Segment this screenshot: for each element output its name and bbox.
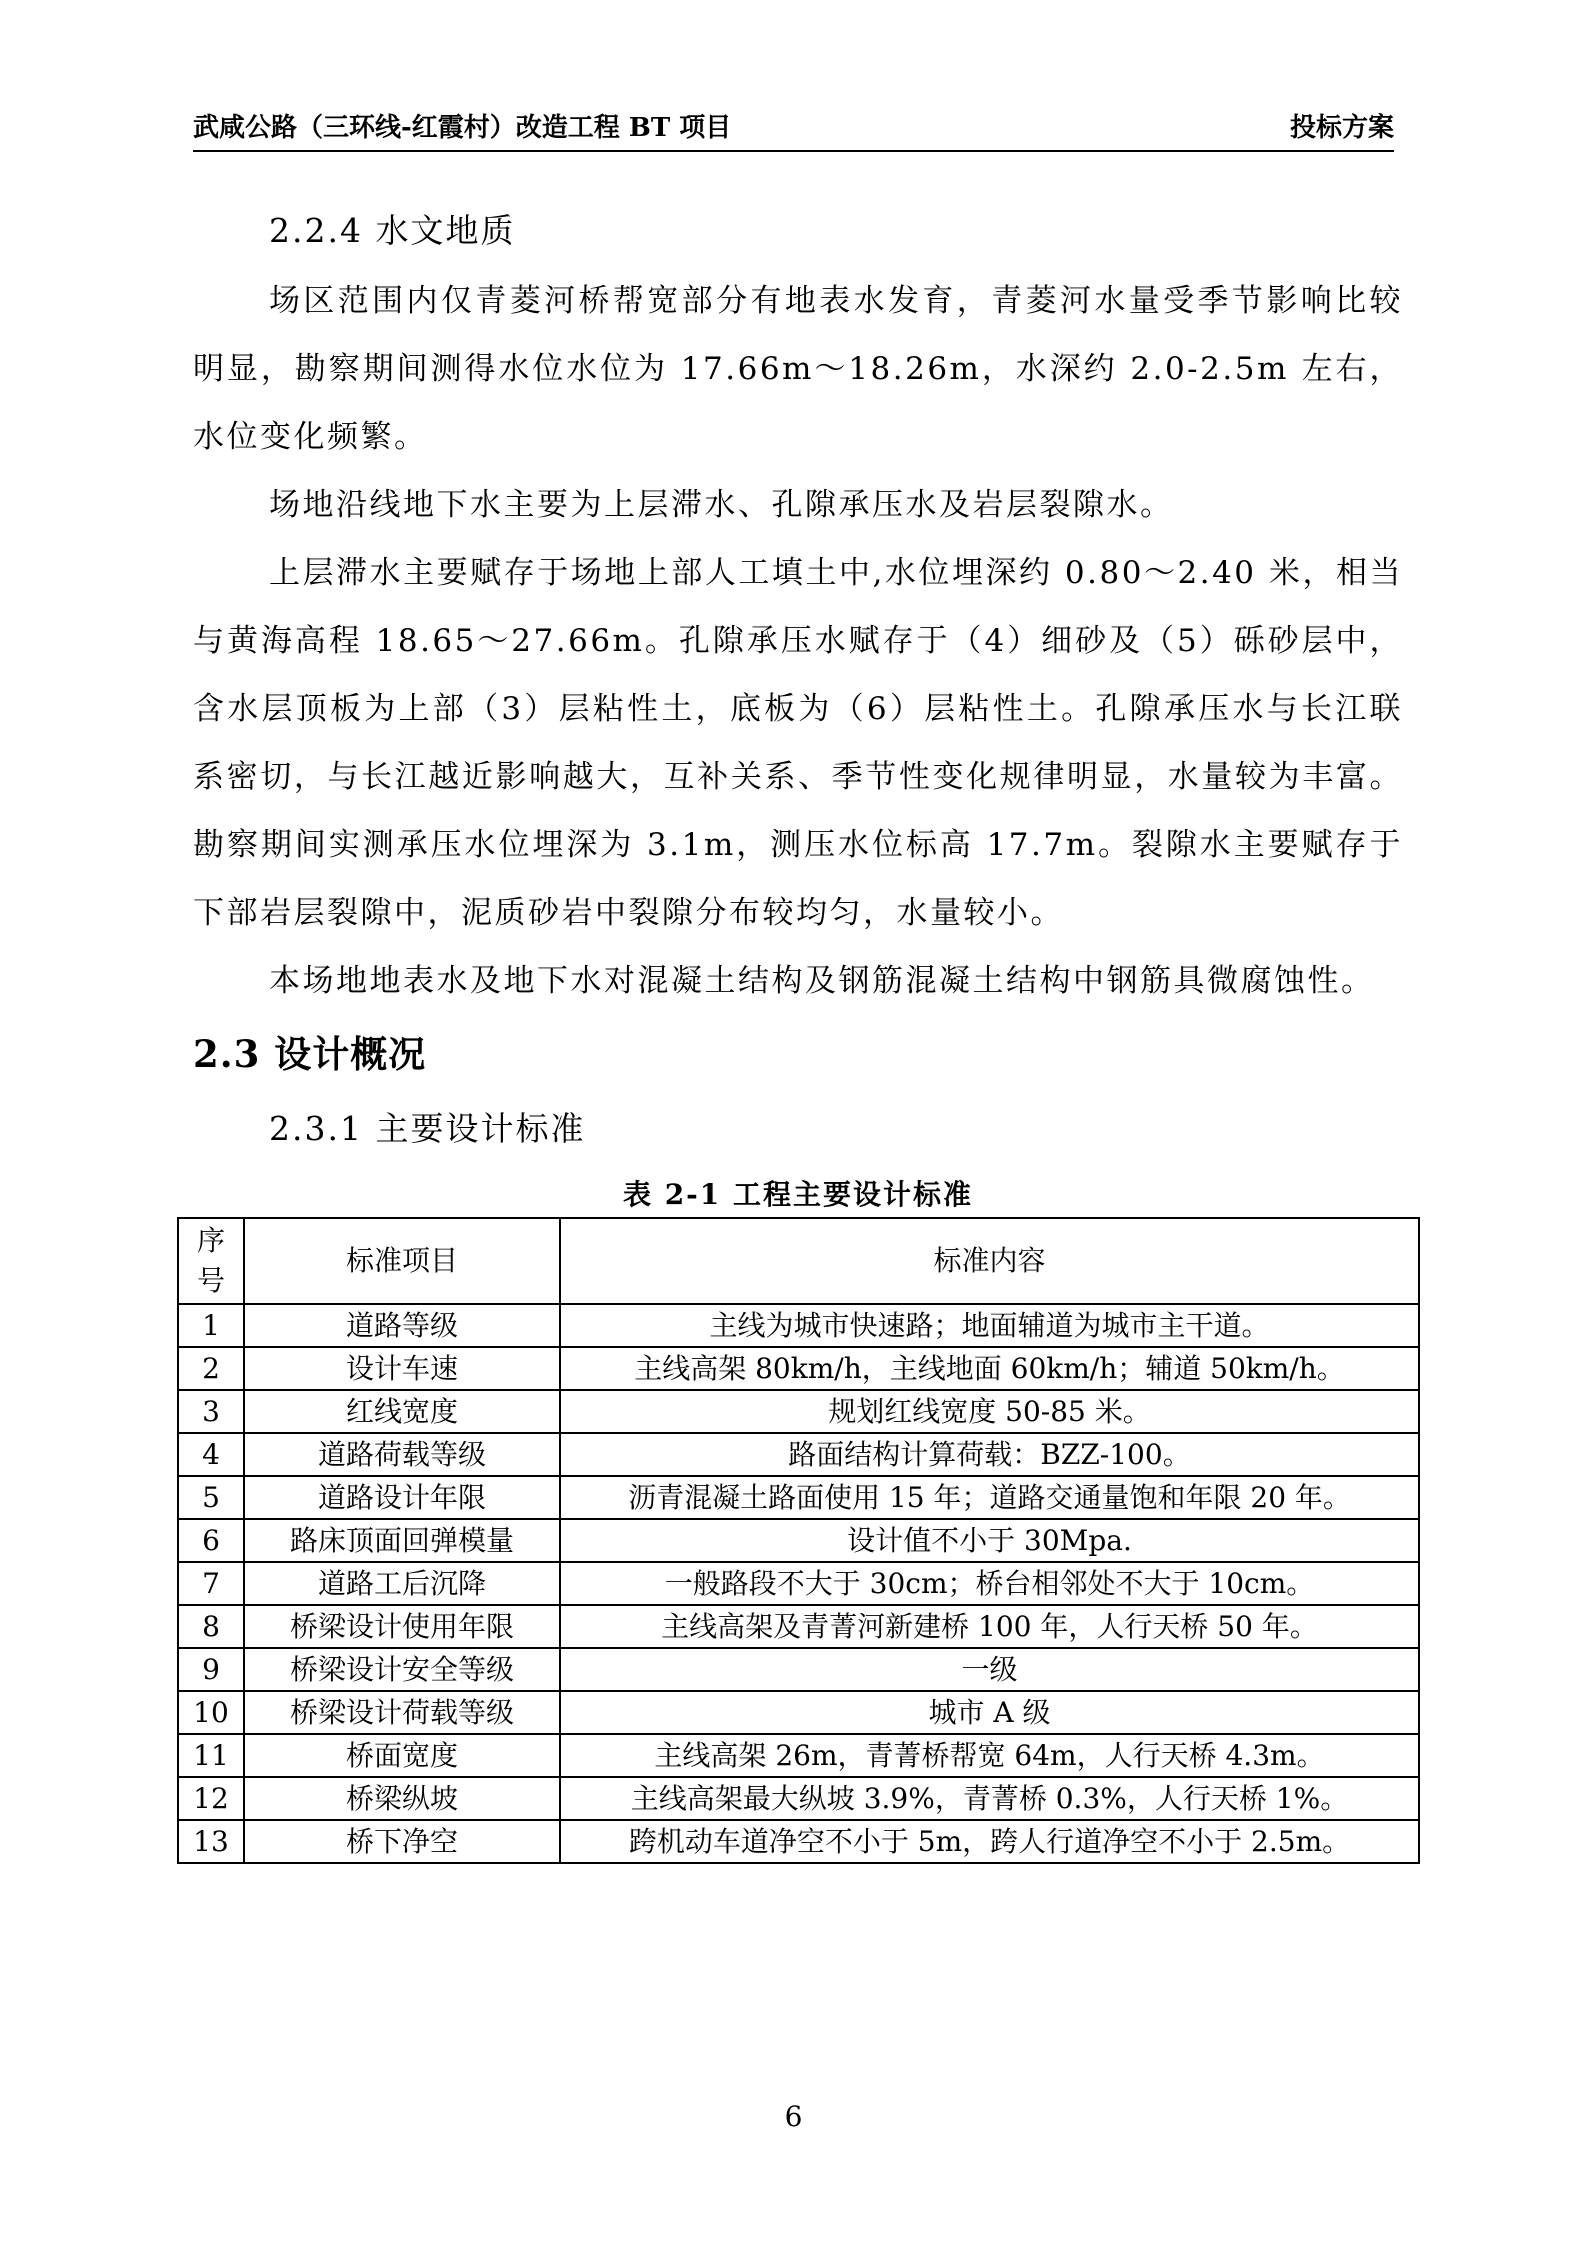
page-number: 6 [784,2100,803,2133]
table-row [178,1390,1419,1433]
design-standards-table [177,1217,1420,1864]
cell-item: 红线宽度 [244,1390,560,1433]
table-row [178,1734,1419,1777]
cell-item: 道路设计年限 [244,1476,560,1519]
table-row [178,1347,1419,1390]
cell-content: 路面结构计算荷载：BZZ-100。 [560,1433,1419,1476]
cell-item: 桥梁设计使用年限 [244,1605,560,1648]
cell-number: 12 [178,1777,244,1820]
section-heading-2-3: 2.3 设计概况 [193,1032,427,1076]
paragraph: 本场地地表水及地下水对混凝土结构及钢筋混凝土结构中钢筋具微腐蚀性。 [269,963,1375,999]
cell-number: 6 [178,1519,244,1562]
cell-item: 设计车速 [244,1347,560,1390]
cell-content: 规划红线宽度 50-85 米。 [560,1390,1419,1433]
cell-item: 桥梁纵坡 [244,1777,560,1820]
cell-item: 道路等级 [244,1304,560,1347]
cell-content: 主线高架最大纵坡 3.9%，青菁桥 0.3%，人行天桥 1%。 [560,1777,1419,1820]
paragraph: 上层滞水主要赋存于场地上部人工填土中,水位埋深约 0.80～2.40 米，相当与黄海高程 18.65～27.66m。孔隙承压水赋存于（4）细砂及（5）砾砂层中，含水层顶板为上部（3）层粘性土，底板为（6）层粘性土。孔隙承压水与长江联系密切，与长江越近影响越大，互补关系、季节性变化规律明显，水量较为丰富。勘察期间实测承压水位埋深为 3.1m，测压水位标高 17.7m。裂隙水主要赋存于下部岩层裂隙中，泥质砂岩中裂隙分布较均匀，水量较小。 [193,555,1403,931]
header-cell-number: 序 号 [178,1218,244,1304]
table-row [178,1476,1419,1519]
cell-number: 1 [178,1304,244,1347]
cell-content: 一级 [560,1648,1419,1691]
cell-content: 沥青混凝土路面使用 15 年；道路交通量饱和年限 20 年。 [560,1476,1419,1519]
cell-number: 7 [178,1562,244,1605]
cell-content: 设计值不小于 30Mpa. [560,1519,1419,1562]
cell-number: 3 [178,1390,244,1433]
cell-content: 主线高架 80km/h，主线地面 60km/h；辅道 50km/h。 [560,1347,1419,1390]
cell-number: 10 [178,1691,244,1734]
cell-content: 一般路段不大于 30cm；桥台相邻处不大于 10cm。 [560,1562,1419,1605]
cell-number: 2 [178,1347,244,1390]
header-project-title: 武咸公路（三环线-红霞村）改造工程 BT 项目 [193,113,732,143]
table-caption: 表 2-1 工程主要设计标准 [622,1178,974,1211]
cell-content: 主线为城市快速路；地面辅道为城市主干道。 [560,1304,1419,1347]
cell-number: 5 [178,1476,244,1519]
page-header [193,108,1394,152]
header-cell-content: 标准内容 [560,1218,1419,1304]
table-row [178,1777,1419,1820]
cell-content: 主线高架 26m，青菁桥帮宽 64m，人行天桥 4.3m。 [560,1734,1419,1777]
table-row [178,1648,1419,1691]
page-content [193,195,1403,1864]
paragraph: 场地沿线地下水主要为上层滞水、孔隙承压水及岩层裂隙水。 [269,487,1174,523]
paragraph: 场区范围内仅青菱河桥帮宽部分有地表水发育，青菱河水量受季节影响比较明显，勘察期间测得水位水位为 17.66m～18.26m，水深约 2.0-2.5m 左右，水位变化频繁。 [193,283,1403,455]
cell-content: 主线高架及青菁河新建桥 100 年，人行天桥 50 年。 [560,1605,1419,1648]
cell-item: 路床顶面回弹模量 [244,1519,560,1562]
header-cell-item: 标准项目 [244,1218,560,1304]
table-body [178,1304,1419,1863]
cell-item: 道路荷载等级 [244,1433,560,1476]
section-heading-2-2-4: 2.2.4 水文地质 [269,211,516,250]
cell-item: 桥梁设计荷载等级 [244,1691,560,1734]
cell-content: 跨机动车道净空不小于 5m，跨人行道净空不小于 2.5m。 [560,1820,1419,1863]
table-row [178,1820,1419,1863]
cell-item: 桥下净空 [244,1820,560,1863]
cell-number: 11 [178,1734,244,1777]
cell-item: 桥面宽度 [244,1734,560,1777]
cell-number: 8 [178,1605,244,1648]
cell-item: 道路工后沉降 [244,1562,560,1605]
cell-content: 城市 A 级 [560,1691,1419,1734]
section-heading-2-3-1: 2.3.1 主要设计标准 [269,1109,586,1148]
header-doc-type: 投标方案 [1289,113,1394,143]
table-row [178,1433,1419,1476]
table-row [178,1562,1419,1605]
table-header-row [178,1218,1419,1304]
table-row [178,1519,1419,1562]
table-row [178,1304,1419,1347]
table-row [178,1605,1419,1648]
cell-number: 9 [178,1648,244,1691]
cell-item: 桥梁设计安全等级 [244,1648,560,1691]
cell-number: 13 [178,1820,244,1863]
cell-number: 4 [178,1433,244,1476]
table-row [178,1691,1419,1734]
